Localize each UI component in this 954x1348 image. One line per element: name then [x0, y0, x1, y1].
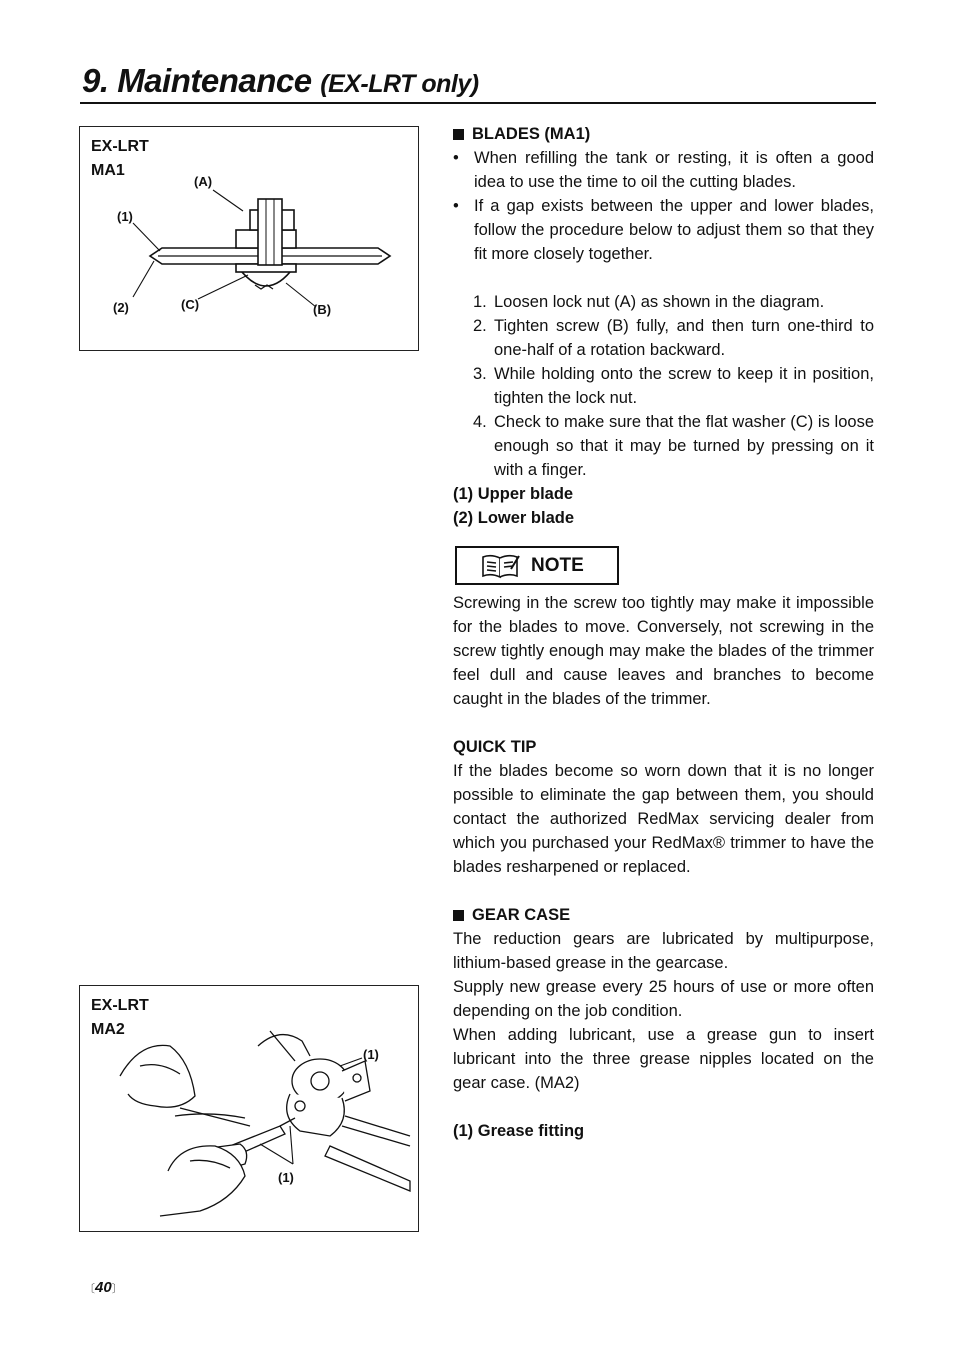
bullet-item: • When refilling the tank or resting, it is often a good idea to use the time to oil the cutting blades. [453, 146, 874, 194]
title-sub: (EX-LRT only) [320, 70, 479, 98]
label-1: (1) [117, 209, 133, 224]
figure-ma2-caption: EX-LRT MA2 [91, 997, 149, 1038]
step-list [453, 290, 874, 482]
label-2: (2) [113, 300, 129, 315]
blade-diagram [80, 127, 418, 350]
bullet-item: • If a gap exists between the upper and lower blades, follow the procedure below to adjust them so that they fit more closely together. [453, 194, 874, 266]
square-bullet-icon [453, 129, 464, 140]
quick-tip-heading: QUICK TIP [453, 738, 537, 756]
label-1-bottom: (1) [278, 1170, 294, 1185]
gear-case-paragraph: Supply new grease every 25 hours of use or more often depending on the job condition. [453, 978, 874, 1020]
note-box [455, 546, 619, 585]
gear-case-heading: GEAR CASE [453, 903, 874, 927]
step-item: 4. Check to make sure that the flat washer (C) is loose enough so that it may be turned by pressing on it with a finger. [473, 413, 874, 479]
step-item: 3. While holding onto the screw to keep it in position, tighten the lock nut. [473, 365, 874, 407]
book-icon [481, 553, 521, 579]
label-1-top: (1) [363, 1047, 379, 1062]
page-number: 〔40〕 [84, 1279, 123, 1296]
step-item: 2. Tighten screw (B) fully, and then turn one-third to one-half of a rotation backward. [473, 317, 874, 359]
label-a: (A) [194, 174, 213, 189]
label-b: (B) [313, 302, 332, 317]
note-label: NOTE [531, 554, 584, 576]
gear-case-paragraph: The reduction gears are lubricated by multipurpose, lithium-based grease in the gearcase. [453, 930, 874, 972]
quick-tip-text: If the blades become so worn down that it is no longer possible to eliminate the gap between them, you should contact the authorized RedMax servicing dealer from which you purchased your RedMax® trimmer to have the blades resharpened or replaced. [453, 762, 874, 876]
figure-ma1-caption: EX-LRT MA1 [91, 138, 149, 179]
title-rule [80, 102, 876, 104]
legend-upper-blade: (1) Upper blade [453, 485, 574, 503]
gear-case-paragraph: When adding lubricant, use a grease gun to insert lubricant into the three grease nipples located on the gear case. (MA2) [453, 1026, 874, 1092]
right-column [453, 122, 874, 1143]
grease-gun-illustration [80, 986, 418, 1231]
figure-ma2 [79, 985, 419, 1232]
label-c: (C) [181, 297, 200, 312]
blades-heading: BLADES (MA1) [453, 122, 874, 146]
legend-grease-fitting: (1) Grease fitting [453, 1122, 585, 1140]
square-bullet-icon [453, 910, 464, 921]
title-main: 9. Maintenance [82, 62, 312, 99]
figure-ma1 [79, 126, 419, 351]
legend-lower-blade: (2) Lower blade [453, 509, 575, 527]
note-text: Screwing in the screw too tightly may make it impossible for the blades to move. Conversely, not screwing in the screw tightly enough may make the blades of the trimmer feel dull and cause leaves and branches to become caught in the blades of the trimmer. [453, 594, 874, 708]
step-item: 1. Loosen lock nut (A) as shown in the diagram. [473, 293, 825, 311]
page-title [82, 62, 479, 100]
